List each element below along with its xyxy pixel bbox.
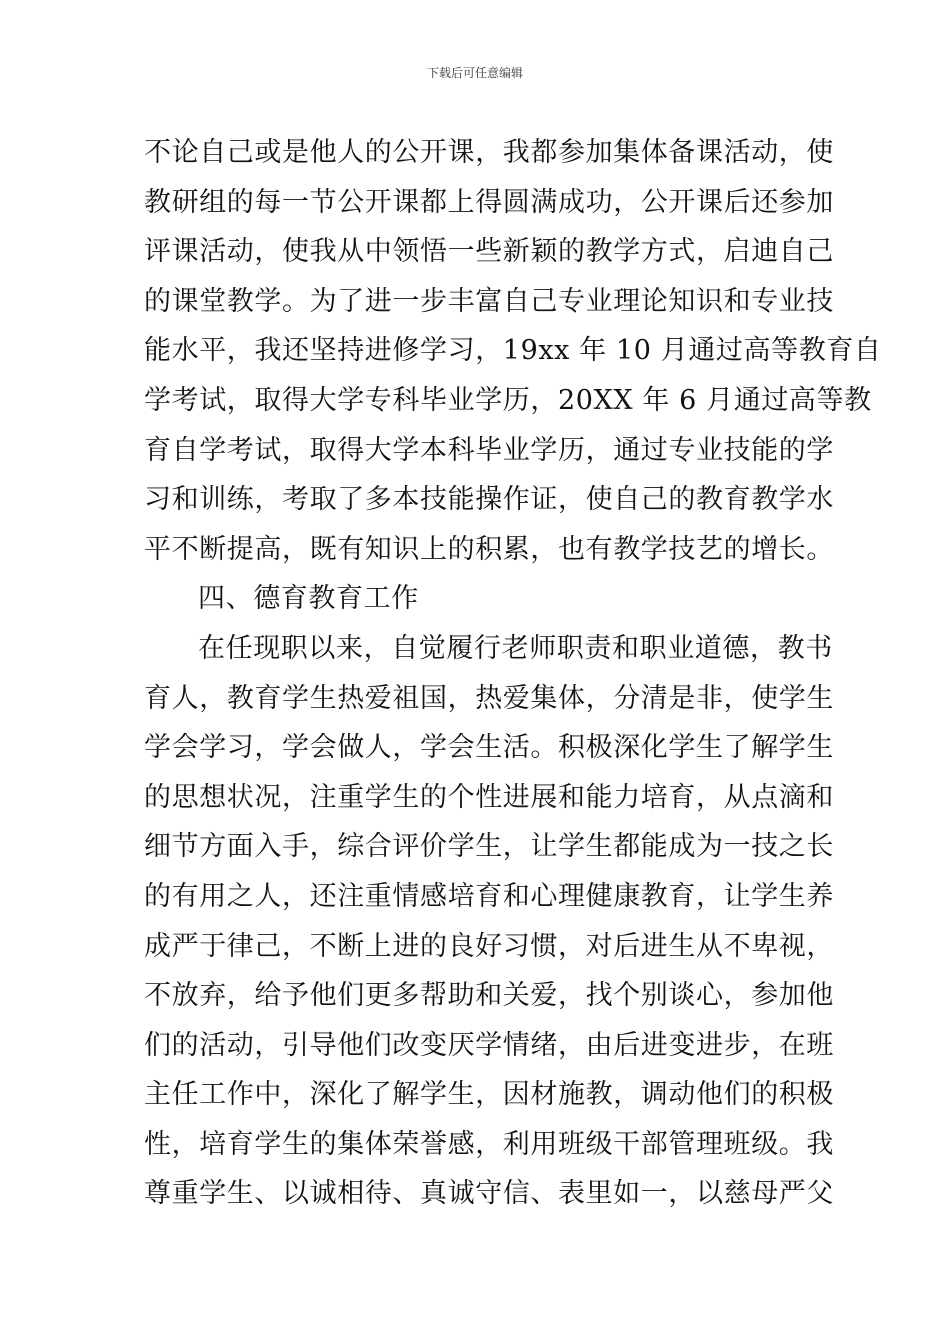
body-text-line: 不放弃，给予他们更多帮助和关爱，找个别谈心，参加他 [144, 980, 834, 1012]
body-text-line: 平不断提高，既有知识上的积累，也有教学技艺的增长。 [144, 533, 834, 565]
body-text-line: 育自学考试，取得大学本科毕业学历，通过专业技能的学 [144, 434, 834, 466]
body-text-line: 的课堂教学。为了进一步丰富自己专业理论知识和专业技 [144, 285, 834, 317]
body-text-line: 尊重学生、以诚相待、真诚守信、表里如一，以慈母严父 [144, 1178, 834, 1210]
body-text-line: 评课活动，使我从中领悟一些新颖的教学方式，启迪自己 [144, 236, 834, 268]
document-body [144, 128, 882, 1219]
body-text-line: 能水平，我还坚持进修学习，19xx 年 10 月通过高等教育自 [144, 335, 882, 367]
page-header: 下载后可任意编辑 [426, 66, 523, 80]
section-heading: 四、德育教育工作 [198, 583, 419, 615]
body-text-line: 教研组的每一节公开课都上得圆满成功，公开课后还参加 [144, 186, 834, 218]
body-text-line: 习和训练，考取了多本技能操作证，使自己的教育教学水 [144, 484, 834, 516]
paragraph-first-line: 在任现职以来，自觉履行老师职责和职业道德，教书 [198, 632, 833, 664]
body-text-line: 主任工作中，深化了解学生，因材施教，调动他们的积极 [144, 1079, 834, 1111]
body-text-line: 细节方面入手，综合评价学生，让学生都能成为一技之长 [144, 831, 834, 863]
body-text-line: 性，培育学生的集体荣誉感，利用班级干部管理班级。我 [144, 1128, 834, 1160]
body-text-line: 不论自己或是他人的公开课，我都参加集体备课活动，使 [144, 137, 834, 168]
body-text-line: 育人，教育学生热爱祖国，热爱集体，分清是非，使学生 [144, 682, 834, 714]
body-text-line: 成严于律己，不断上进的良好习惯，对后进生从不卑视， [144, 930, 834, 962]
body-text-line: 的思想状况，注重学生的个性进展和能力培育，从点滴和 [144, 781, 834, 813]
body-text-line: 学会学习，学会做人，学会生活。积极深化学生了解学生 [144, 732, 834, 764]
body-text-line: 的有用之人，还注重情感培育和心理健康教育，让学生养 [144, 880, 834, 912]
body-text-line: 学考试，取得大学专科毕业学历，20XX 年 6 月通过高等教 [144, 384, 872, 416]
body-text-line: 们的活动，引导他们改变厌学情绪，由后进变进步，在班 [144, 1029, 834, 1061]
